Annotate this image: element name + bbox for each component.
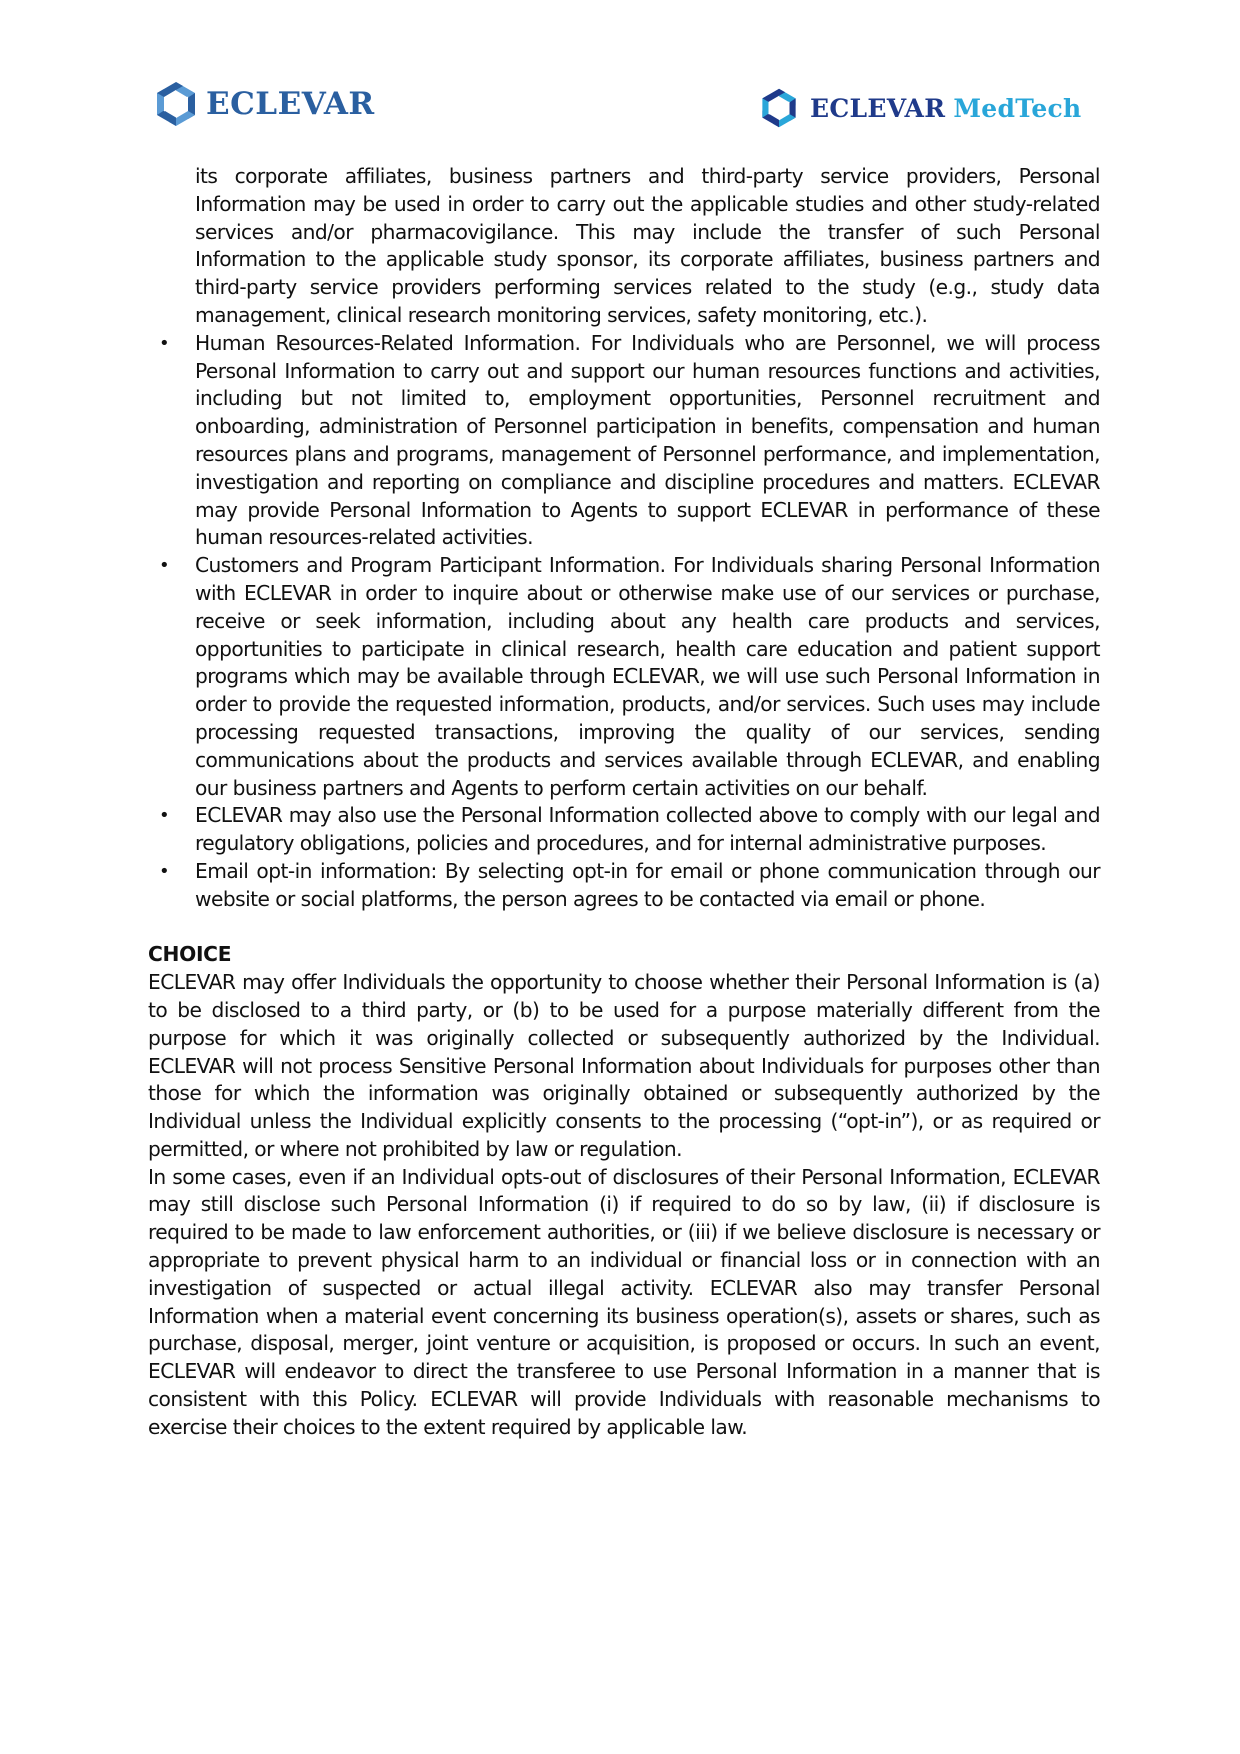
purpose-bullet-list xyxy=(148,330,1100,914)
document-body xyxy=(148,163,1100,1442)
bullet-icon: • xyxy=(159,555,170,577)
eclevar-logo xyxy=(152,76,375,132)
bullet-text: ECLEVAR may also use the Personal Information collected above to comply with our legal and regulatory obligations, policies and procedures, and for internal administrative purposes. xyxy=(195,803,1100,856)
eclevar-hexagon-logo-icon xyxy=(152,80,200,128)
continuation-paragraph: its corporate affiliates, business partners and third-party service providers, Personal Information may be used in order to carry out the applicable studies and other study-related services and/or pharmacovigilance. This may include the transfer of such Personal Information to the applicable study sponsor, its corporate affiliates, business partners and third-party service providers performing services related to the study (e.g., study data management, clinical research monitoring services, safety monitoring, etc.). xyxy=(195,164,1100,327)
bullet-item-email-opt-in xyxy=(148,858,1100,914)
bullet-text: Human Resources-Related Information. For Individuals who are Personnel, we will process Personal Information to carry out and support our human resources functions and activities, including but not limited to, employment opportunities, Personnel recruitment and onboarding, administration of Personnel participation in benefits, compensation and human resources plans and programs, management of Personnel performance, and implementation, investigation and reporting on compliance and discipline procedures and matters. ECLEVAR may provide Personal Information to Agents to support ECLEVAR in performance of these human resources-related activities. xyxy=(195,330,1100,550)
bullet-item-legal-compliance xyxy=(148,802,1100,858)
eclevar-medtech-wordmark-secondary: MedTech xyxy=(953,93,1082,123)
bullet-icon: • xyxy=(159,805,170,827)
eclevar-wordmark: ECLEVAR xyxy=(206,86,375,122)
eclevar-medtech-logo xyxy=(758,84,1082,132)
bullet-item-human-resources xyxy=(148,330,1100,552)
bullet-text: Customers and Program Participant Information. For Individuals sharing Personal Information with ECLEVAR in order to inquire about or otherwise make use of our services or purchase, receive or seek information, including about any health care products and services, opportunities to participate in clinical research, health care education and patient support programs which may be available through ECLEVAR, we will use such Personal Information in order to provide the requested information, products, and/or services. Such uses may include processing requested transactions, improving the quality of our services, sending communications about the products and services available through ECLEVAR, and enabling our business partners and Agents to perform certain activities on our behalf. xyxy=(195,553,1100,800)
choice-paragraph: In some cases, even if an Individual opts-out of disclosures of their Personal Information, ECLEVAR may still disclose such Personal Information (i) if required to do so by law, (ii) if disclosure is required to be made to law enforcement authorities, or (iii) if we believe disclosure is necessary or appropriate to prevent physical harm to an individual or financial loss or in connection with an investigation of suspected or actual illegal activity. ECLEVAR also may transfer Personal Information when a material event concerning its business operation(s), assets or shares, such as purchase, disposal, merger, joint venture or acquisition, is proposed or occurs. In such an event, ECLEVAR will endeavor to direct the transferee to use Personal Information in a manner that is consistent with this Policy. ECLEVAR will provide Individuals with reasonable mechanisms to exercise their choices to the extent required by applicable law. xyxy=(148,1164,1100,1439)
bullet-icon: • xyxy=(159,332,170,354)
section-heading-choice: CHOICE xyxy=(148,942,232,967)
bullet-text: Email opt-in information: By selecting opt-in for email or phone communication through our website or social platforms, the person agrees to be contacted via email or phone. xyxy=(195,858,1100,911)
eclevar-medtech-wordmark-primary: ECLEVAR xyxy=(810,93,946,123)
bullet-icon: • xyxy=(159,860,170,882)
choice-paragraph: ECLEVAR may offer Individuals the opportunity to choose whether their Personal Information is (a) to be disclosed to a third party, or (b) to be used for a purpose materially different from the purpose for which it was originally collected or subsequently authorized by the Individual. ECLEVAR will not process Sensitive Personal Information about Individuals for purposes other than those for which the information was originally obtained or subsequently authorized by the Individual unless the Individual explicitly consents to the processing (“opt-in”), or as required or permitted, or where not prohibited by law or regulation. xyxy=(148,970,1100,1161)
bullet-item-customers xyxy=(148,552,1100,802)
eclevar-medtech-hexagon-logo-icon xyxy=(758,87,800,129)
